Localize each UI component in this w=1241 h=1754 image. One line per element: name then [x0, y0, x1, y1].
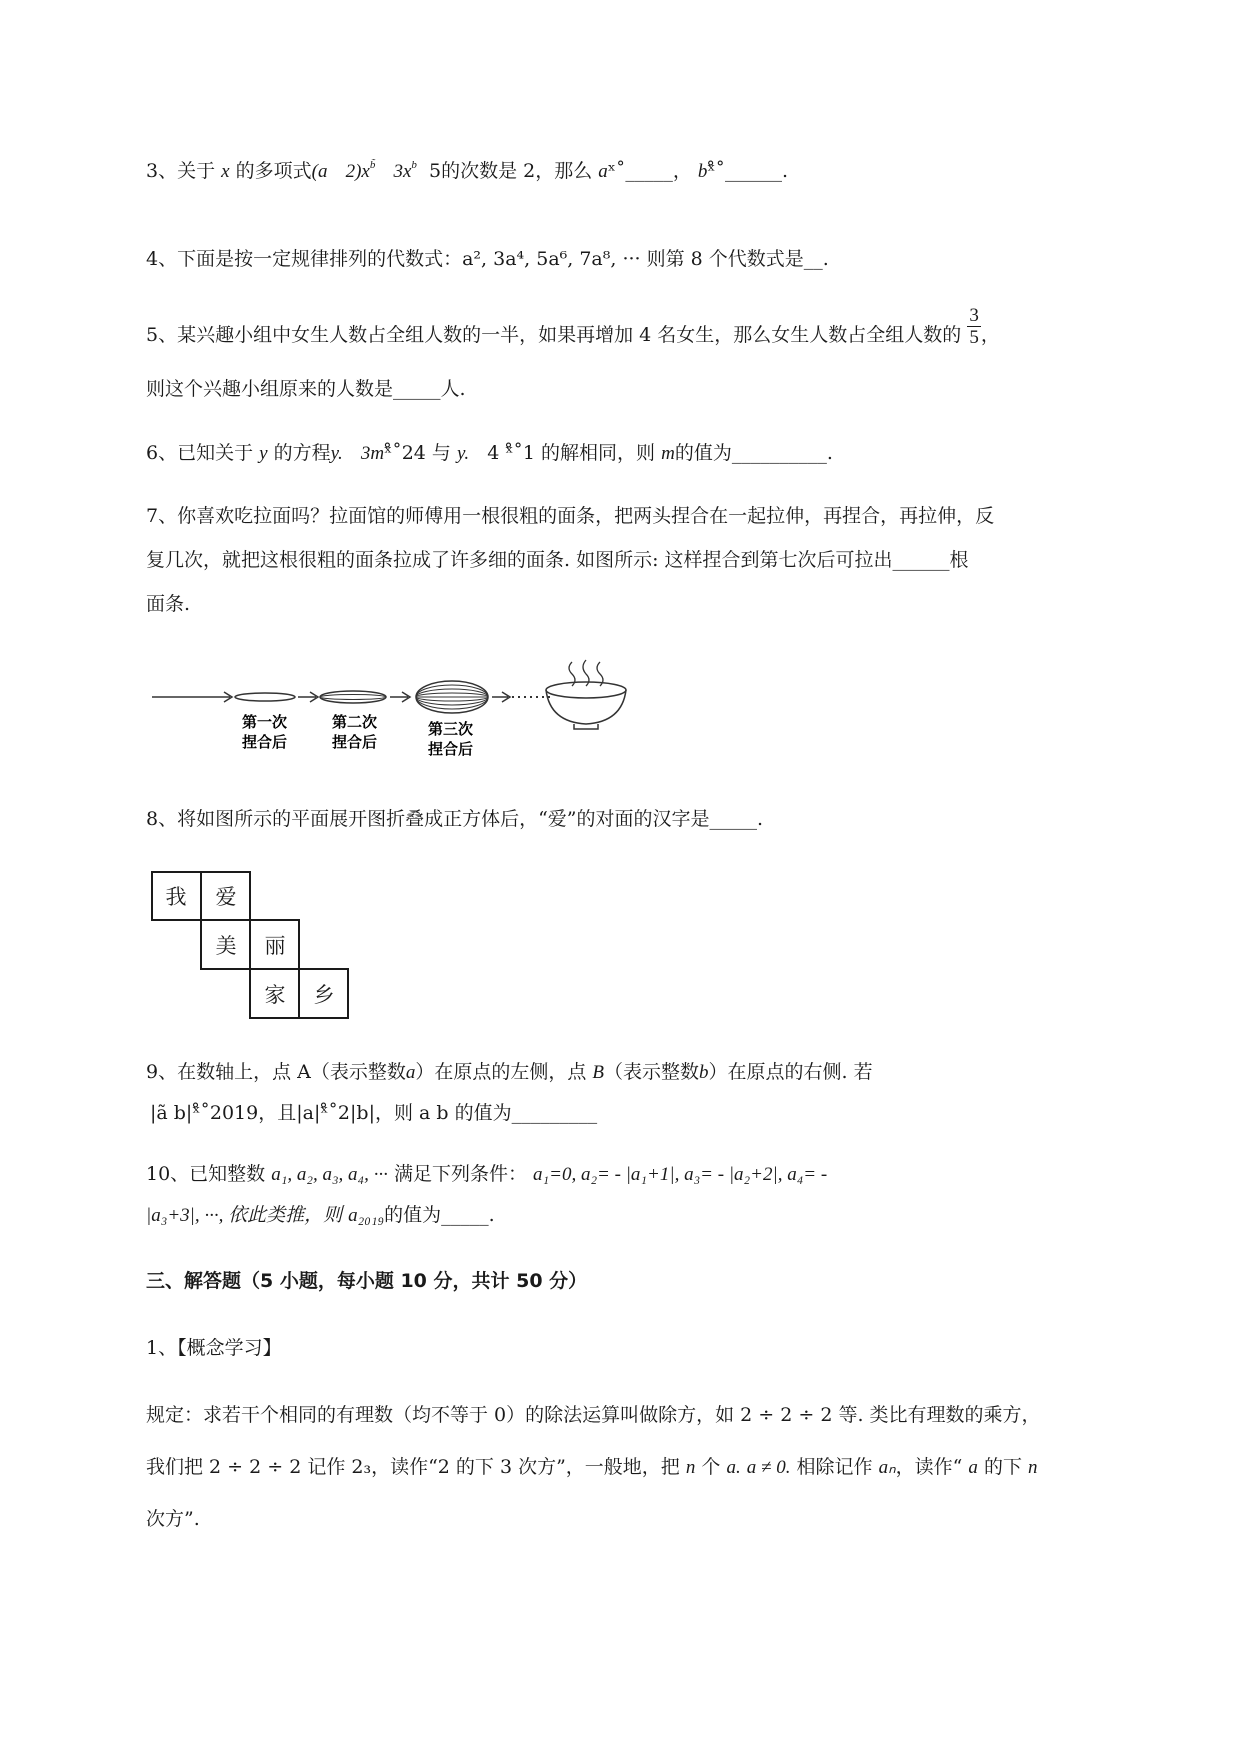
q10-conditions: a₁=0, a₂= - |a₁+1|, a₃= - |a₂+2|, a₄= -: [533, 1164, 828, 1185]
q6-prefix: 6、已知关于: [146, 442, 254, 464]
q6-var-m: m: [661, 443, 675, 464]
q3-poly-d: 5的次数是 2，那么: [429, 160, 593, 182]
q9-text-a: 9、在数轴上，点 A（表示整数: [146, 1061, 406, 1083]
cube-cell-mei: 美: [215, 934, 237, 958]
q5-numerator: 3: [969, 304, 979, 326]
label-first-after: 捏合后: [242, 733, 288, 751]
q3-var-x: x: [221, 161, 230, 182]
p1-var-n-2: n: [1028, 1457, 1038, 1478]
question-6: [146, 440, 833, 467]
q3-poly-c: 3x: [393, 161, 412, 182]
q9-var-b: b: [699, 1062, 709, 1083]
noodle-figure: [146, 650, 706, 770]
q3-exp2: b: [411, 159, 417, 171]
question-9-line-1: [146, 1059, 873, 1086]
label-third-time: 第三次: [428, 720, 474, 738]
q6-var-y: y: [259, 443, 268, 464]
q3-poly-a: (a: [311, 161, 328, 182]
question-7-line-2: 复几次，就把这根很粗的面条拉成了许多细的面条. 如图所示: 这样捏合到第七次后可拉出______根: [146, 549, 969, 571]
problem-1-line-3: 次方”.: [146, 1508, 200, 1530]
q3-prefix: 3、关于: [146, 160, 216, 182]
cube-cell-wo: 我: [165, 885, 187, 909]
question-9-line-2: |ã b|ˣ̊˚2019，且|a|ˣ̊˚2|b|，则 a b 的值为_________: [150, 1102, 598, 1124]
q9-text-c: （表示整数: [604, 1061, 700, 1083]
q3-poly-b: 2)x: [345, 161, 370, 182]
cube-net: [150, 870, 360, 1030]
q9-point-b: B: [592, 1062, 605, 1083]
p1-text-f: 的下: [983, 1456, 1022, 1478]
p1-text-a: 我们把 2 ÷ 2 ÷ 2 记作 2₃，读作“2 的下 3 次方”，一般地，把: [146, 1456, 680, 1478]
q6-eq1b: 3m: [360, 443, 385, 464]
question-3: [146, 152, 788, 185]
p1-text-d: 相除记作: [796, 1456, 873, 1478]
q6-eq1c: ˣ̊˚24 与: [384, 442, 451, 464]
q10-text-a: 10、已知整数: [146, 1163, 266, 1185]
q6-eq1: y.: [330, 443, 343, 464]
p1-a-n: aₙ: [878, 1457, 896, 1478]
problem-1-line-2: [146, 1454, 1038, 1481]
section-3-heading: 三、解答题（5 小题，每小题 10 分，共计 50 分）: [146, 1270, 588, 1292]
label-first-time: 第一次: [242, 713, 288, 731]
question-4: 4、下面是按一定规律排列的代数式：a², 3a⁴, 5a⁶, 7a⁸, ··· 则第 8 个代数式是__.: [146, 248, 829, 270]
q10-a2019: a₂₀₁₉: [348, 1205, 385, 1226]
question-5-line-1: [146, 304, 1000, 348]
q6-mid: 的方程: [273, 442, 331, 464]
label-second-after: 捏合后: [332, 733, 378, 751]
q10-text-b: 满足下列条件：: [393, 1163, 527, 1185]
q10-text-c: |a₃+3|, ···, 依此类推，则: [146, 1205, 343, 1226]
cube-cell-li: 丽: [264, 934, 286, 958]
q6-tail: 的值为__________.: [674, 442, 833, 464]
problem-1-title: 1、【概念学习】: [146, 1337, 282, 1359]
p1-var-n: n: [685, 1457, 696, 1478]
q5-text: 5、某兴趣小组中女生人数占全组人数的一半，如果再增加 4 名女生，那么女生人数占全组人数的: [146, 324, 962, 346]
label-second-time: 第二次: [332, 713, 378, 731]
cube-cell-ai: 爱: [215, 885, 237, 909]
p1-var-a: a: [968, 1457, 978, 1478]
cube-cell-xiang: 乡: [313, 983, 335, 1007]
noodle-bundle-3: [416, 681, 488, 713]
q3-blank-b: ˣ̊˚______.: [707, 160, 788, 182]
q3-var-b: b: [697, 161, 708, 182]
q10-text-d: 的值为_____.: [384, 1204, 495, 1226]
q3-exp1: b̃: [369, 159, 376, 171]
q9-text-d: ）在原点的右侧. 若: [708, 1061, 873, 1083]
q6-eq2: y.: [456, 443, 470, 464]
question-7-line-1: 7、你喜欢吃拉面吗？拉面馆的师傅用一根很粗的面条，把两头捏合在一起拉伸，再捏合，再拉伸，反: [146, 505, 995, 527]
q5-comma: ，: [980, 324, 1000, 346]
noodle-bundle-2: [320, 691, 386, 703]
question-8: 8、将如图所示的平面展开图折叠成正方体后，“爱”的对面的汉字是_____.: [146, 808, 764, 830]
p1-var-a-dot: a.: [726, 1457, 741, 1478]
q9-text-b: ）在原点的左侧，点: [415, 1061, 587, 1083]
question-7-line-3: 面条.: [146, 593, 191, 615]
p1-text-e: ，读作“: [895, 1456, 963, 1478]
question-5-line-2: 则这个兴趣小组原来的人数是_____人.: [146, 378, 466, 400]
question-10-line-1: [146, 1161, 827, 1188]
label-third-after: 捏合后: [428, 740, 474, 758]
noodle-bowl-icon: [546, 660, 626, 729]
cube-cell-jia: 家: [264, 983, 286, 1007]
p1-text-b: 个: [701, 1456, 721, 1478]
q5-denominator: 5: [969, 326, 979, 348]
q3-blank-a: ˣ˚_____，: [607, 160, 692, 182]
p1-a-neq-0: a ≠ 0.: [746, 1457, 791, 1478]
q10-sequence: a₁, a₂, a₃, a₄, ···: [271, 1164, 388, 1185]
problem-1-line-1: 规定：求若干个相同的有理数（均不等于 0）的除法运算叫做除方，如 2 ÷ 2 ÷ 2 等. 类比有理数的乘方，: [146, 1404, 1041, 1426]
q5-fraction: [967, 305, 981, 348]
question-10-line-2: [146, 1202, 495, 1229]
q6-eq2b: 4: [487, 442, 500, 464]
q3-var-a: a: [598, 161, 608, 182]
q9-var-a: a: [405, 1062, 416, 1083]
q6-eq2c: ˣ̊˚1 的解相同，则: [505, 442, 656, 464]
q3-mid: 的多项式: [235, 160, 312, 182]
noodle-bundle-1: [235, 693, 295, 701]
